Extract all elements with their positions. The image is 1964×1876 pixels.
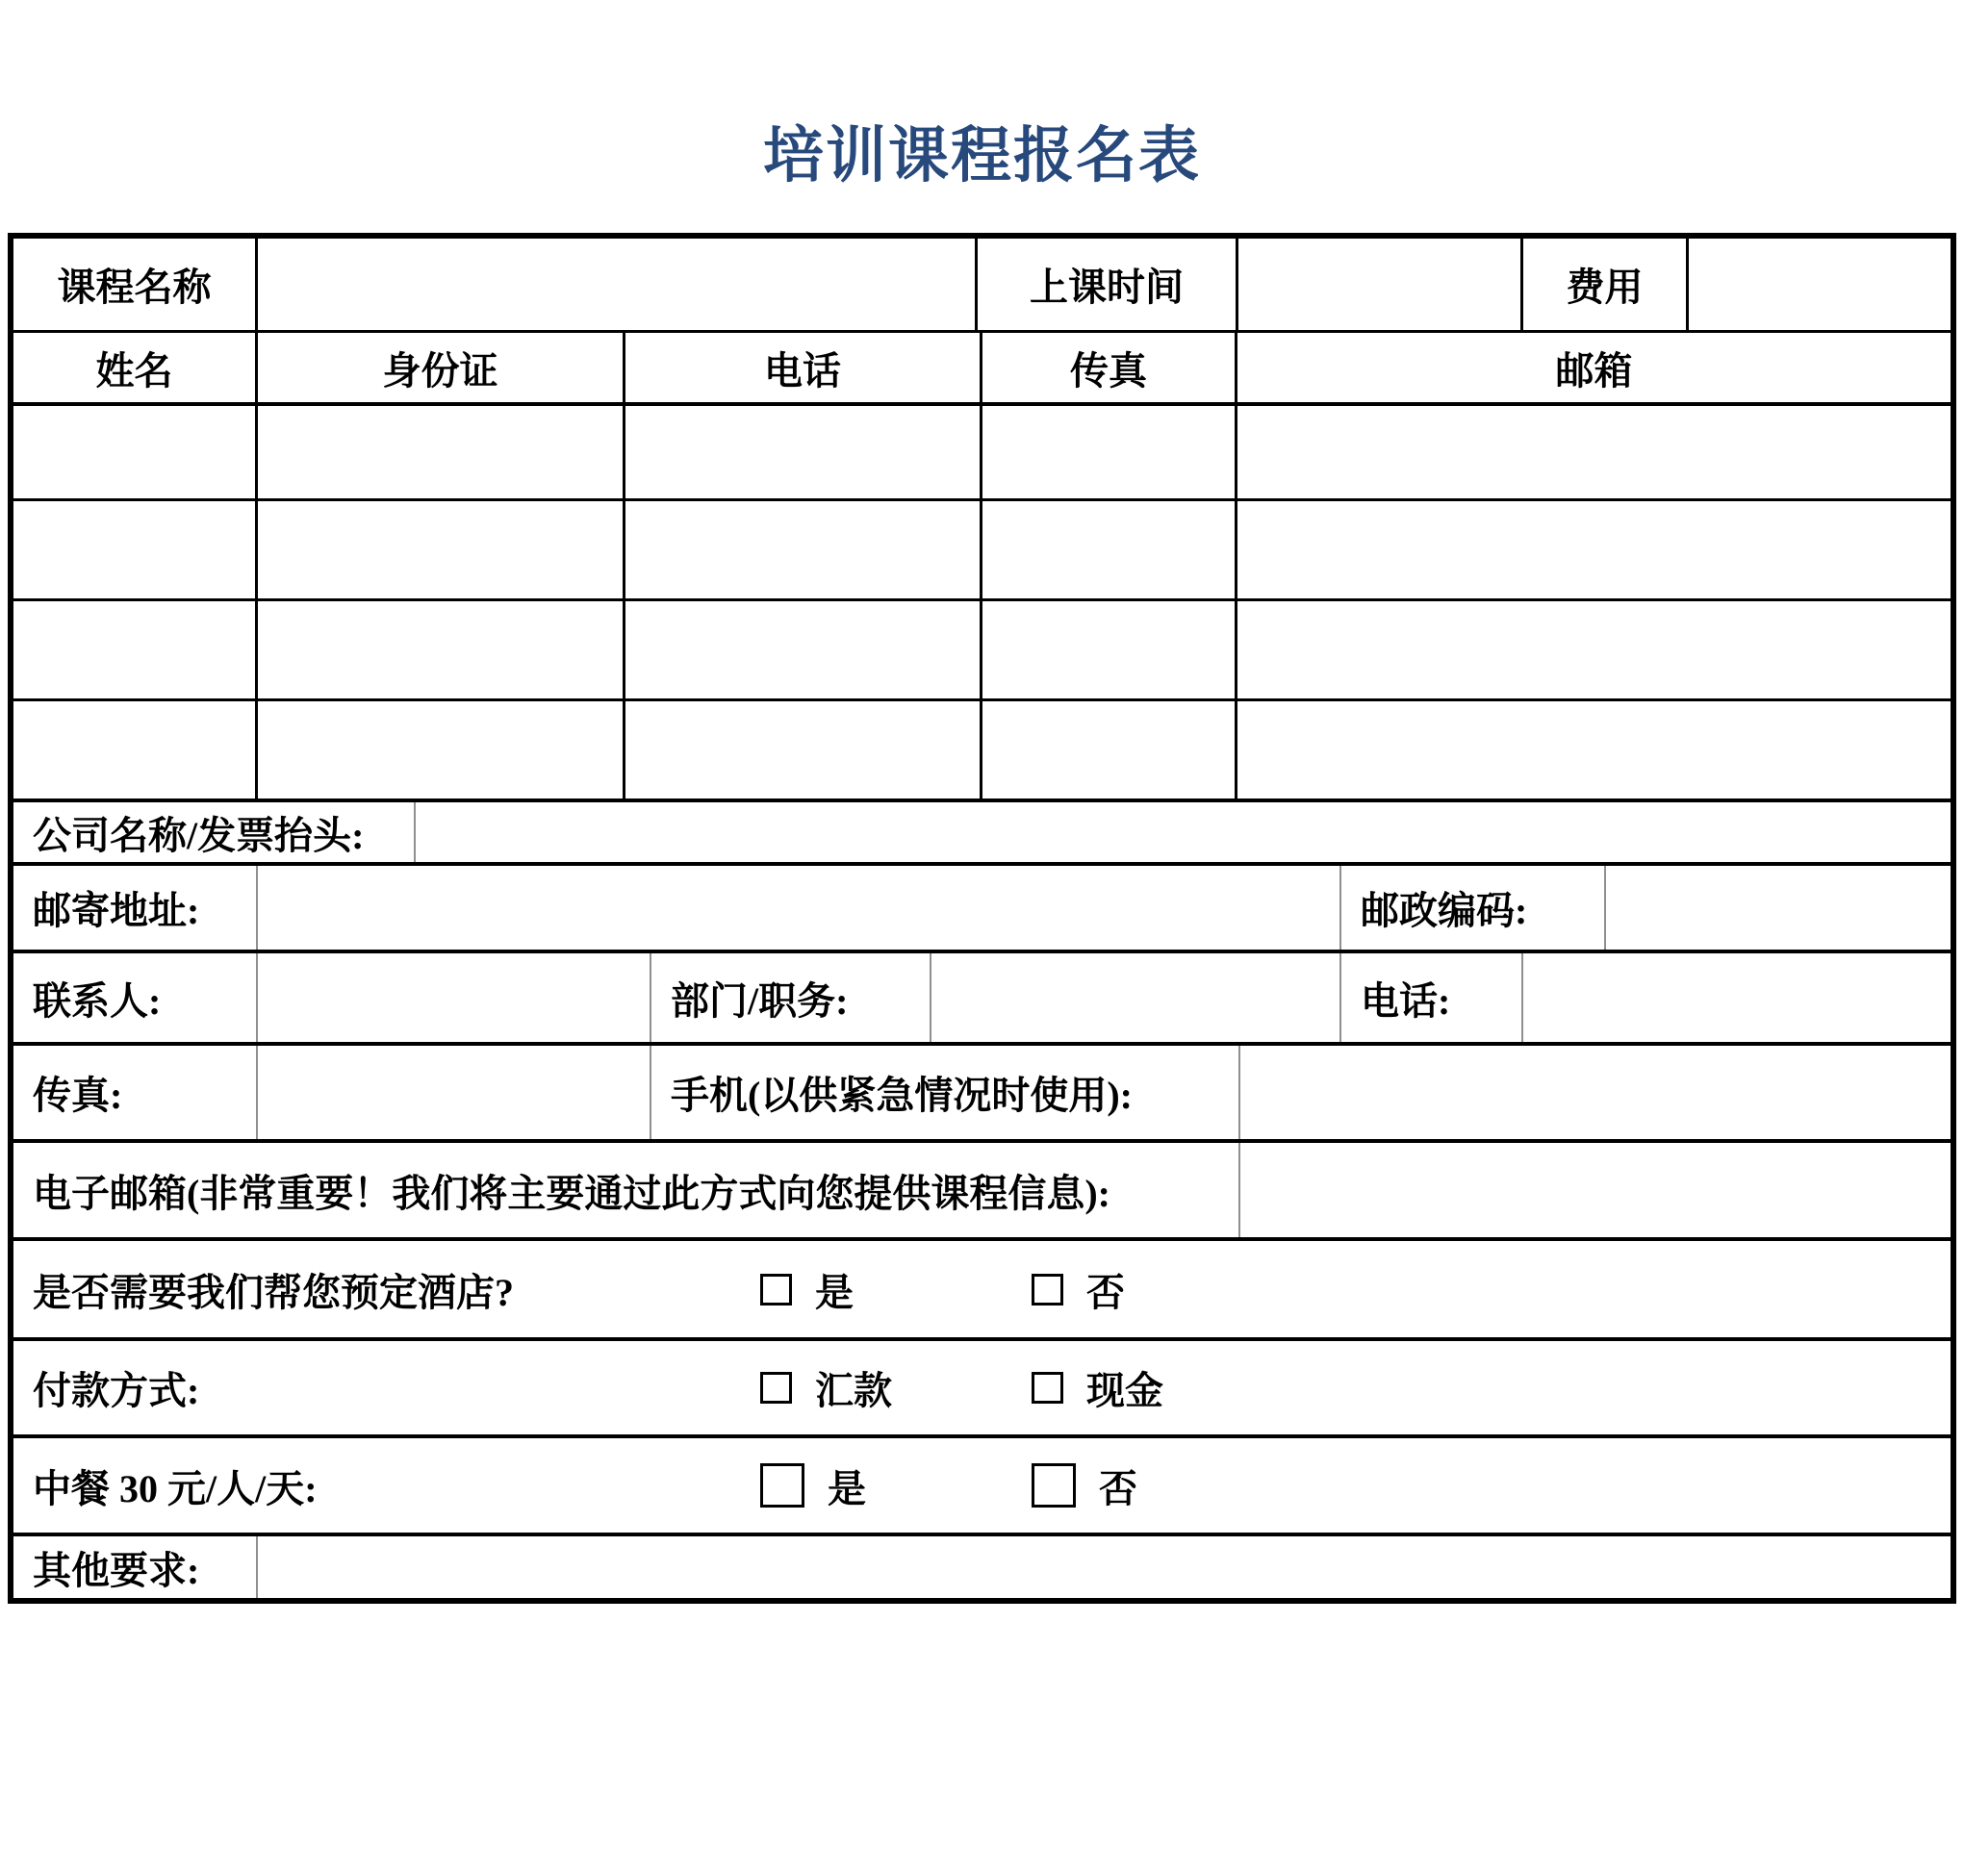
email-input-cell[interactable]: [1240, 1143, 1951, 1237]
contact-row: [13, 950, 1951, 1042]
participant-input-cell[interactable]: [258, 406, 625, 498]
payment-remit-option[interactable]: [760, 1341, 892, 1434]
hotel-yes-option[interactable]: [760, 1241, 854, 1337]
zip-input-cell[interactable]: [1606, 866, 1951, 950]
participant-input-cell[interactable]: [13, 406, 258, 498]
address-input-cell[interactable]: [258, 866, 1341, 950]
lunch-yes-label: 是: [828, 1466, 866, 1510]
other-label: 其他要求:: [13, 1536, 258, 1598]
participant-input-cell[interactable]: [258, 601, 625, 698]
participant-header-row: [13, 330, 1951, 402]
hotel-label: 是否需要我们帮您预定酒店?: [33, 1270, 514, 1314]
other-row: [13, 1533, 1951, 1598]
dept-input-cell[interactable]: [931, 953, 1341, 1042]
participant-empty-row: [13, 498, 1951, 598]
registration-table: [8, 233, 1956, 1604]
page-title: 培训课程报名表: [763, 122, 1201, 190]
lunch-no-checkbox[interactable]: [1032, 1463, 1076, 1508]
course-name-input-cell[interactable]: [258, 239, 978, 330]
header-name: 姓名: [13, 333, 258, 402]
participant-input-cell[interactable]: [982, 701, 1237, 799]
participant-input-cell[interactable]: [1237, 601, 1951, 698]
participant-input-cell[interactable]: [1237, 406, 1951, 498]
contact-input-cell[interactable]: [258, 953, 651, 1042]
hotel-row: [13, 1237, 1951, 1337]
email-row: [13, 1139, 1951, 1237]
lunch-label: 中餐 30 元/人/天:: [33, 1466, 318, 1510]
contact-phone-input-cell[interactable]: [1523, 953, 1951, 1042]
email-label: 电子邮箱(非常重要！我们将主要通过此方式向您提供课程信息):: [13, 1143, 1240, 1237]
lunch-no-label: 否: [1099, 1466, 1137, 1510]
hotel-no-option[interactable]: [1032, 1241, 1125, 1337]
participant-input-cell[interactable]: [982, 406, 1237, 498]
payment-cash-label: 现金: [1086, 1369, 1163, 1412]
address-row: [13, 862, 1951, 950]
header-email: 邮箱: [1555, 348, 1633, 393]
participant-input-cell[interactable]: [982, 501, 1237, 598]
participant-empty-row: [13, 598, 1951, 698]
participant-empty-row: [13, 698, 1951, 799]
participant-input-cell[interactable]: [13, 701, 258, 799]
fee-input-cell[interactable]: [1689, 239, 1951, 330]
payment-label: 付款方式:: [33, 1369, 200, 1412]
participant-input-cell[interactable]: [1237, 701, 1951, 799]
header-id-card: 身份证: [258, 333, 625, 402]
company-label: 公司名称/发票抬头:: [13, 802, 416, 862]
hotel-yes-checkbox[interactable]: [760, 1274, 792, 1306]
header-fax: 传真: [982, 333, 1237, 402]
participant-rows: [13, 402, 1951, 799]
header-phone: 电话: [625, 333, 982, 402]
course-info-row: [13, 239, 1951, 330]
payment-cash-checkbox[interactable]: [1032, 1372, 1063, 1404]
lunch-yes-checkbox[interactable]: [760, 1463, 804, 1508]
participant-input-cell[interactable]: [1237, 501, 1951, 598]
lunch-yes-option[interactable]: [760, 1438, 866, 1533]
payment-row: [13, 1337, 1951, 1434]
hotel-no-checkbox[interactable]: [1032, 1274, 1063, 1306]
participant-input-cell[interactable]: [625, 701, 982, 799]
lunch-row: [13, 1434, 1951, 1533]
fax-row: [13, 1042, 1951, 1139]
company-input-cell[interactable]: [416, 802, 1951, 862]
fax-input-cell[interactable]: [258, 1046, 651, 1139]
payment-cash-option[interactable]: [1032, 1341, 1163, 1434]
zip-label: 邮政编码:: [1341, 866, 1606, 950]
participant-input-cell[interactable]: [13, 501, 258, 598]
contact-phone-label: 电话:: [1341, 953, 1523, 1042]
hotel-yes-label: 是: [815, 1270, 854, 1314]
lunch-no-option[interactable]: [1032, 1438, 1137, 1533]
contact-label: 联系人:: [13, 953, 258, 1042]
dept-label: 部门/职务:: [651, 953, 931, 1042]
participant-input-cell[interactable]: [625, 601, 982, 698]
participant-input-cell[interactable]: [258, 501, 625, 598]
participant-input-cell[interactable]: [625, 406, 982, 498]
company-row: [13, 799, 1951, 862]
payment-remit-label: 汇款: [815, 1369, 892, 1412]
class-time-label: 上课时间: [978, 239, 1238, 330]
participant-input-cell[interactable]: [982, 601, 1237, 698]
address-label: 邮寄地址:: [13, 866, 258, 950]
course-name-label: 课程名称: [13, 239, 258, 330]
mobile-input-cell[interactable]: [1240, 1046, 1951, 1139]
payment-remit-checkbox[interactable]: [760, 1372, 792, 1404]
participant-input-cell[interactable]: [625, 501, 982, 598]
participant-input-cell[interactable]: [258, 701, 625, 799]
class-time-input-cell[interactable]: [1238, 239, 1523, 330]
mobile-label: 手机(以供紧急情况时使用):: [651, 1046, 1240, 1139]
hotel-no-label: 否: [1086, 1270, 1125, 1314]
fax-label: 传真:: [13, 1046, 258, 1139]
fee-label: 费用: [1523, 239, 1689, 330]
other-input-cell[interactable]: [258, 1536, 1951, 1598]
participant-input-cell[interactable]: [13, 601, 258, 698]
participant-empty-row: [13, 402, 1951, 498]
